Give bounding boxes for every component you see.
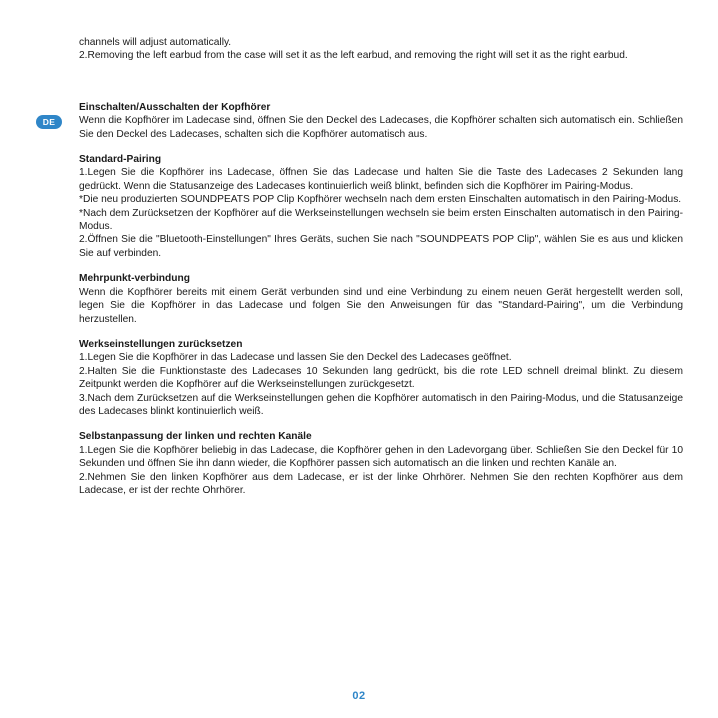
section-channel-adjust (79, 430, 683, 497)
section-paragraph: Wenn die Kopfhörer im Ladecase sind, öffnen Sie den Deckel des Ladecases, die Kopfhörer schalten sich automatisch ein. Schließen Sie den Deckel des Ladecases, schalten sich die Kopfhörer automatisch aus. (79, 115, 683, 140)
section-title: Standard-Pairing (79, 154, 162, 166)
section-paragraph: 1.Legen Sie die Kopfhörer ins Ladecase, öffnen Sie das Ladecase und halten Sie die Taste des Ladecases 2 Sekunden lang gedrückt. Wenn die Statusanzeige des Ladecases kontinuierlich weiß blinkt, befinden sich die Kopfhörer im Pairing-Modus. (79, 167, 683, 192)
section-standard-pairing (79, 153, 683, 260)
section-title: Einschalten/Ausschalten der Kopfhörer (79, 101, 271, 113)
section-paragraph: 2.Öffnen Sie die "Bluetooth-Einstellungen" Ihres Geräts, suchen Sie nach "SOUNDPEATS POP Clip", wählen Sie es aus und klicken Sie auf verbinden. (79, 234, 683, 259)
section-title: Werkseinstellungen zurücksetzen (79, 338, 243, 350)
section-paragraph: 1.Legen Sie die Kopfhörer beliebig in das Ladecase, die Kopfhörer gehen in den Ladevorgang über. Schließen Sie den Deckel für 10 Sekunden und öffnen Sie ihn dann wieder, die Kopfhörer passen sich automatisch an die linken und rechten Kanäle an. (79, 444, 683, 470)
section-paragraph: *Nach dem Zurücksetzen der Kopfhörer auf die Werkseinstellungen wechseln sie beim ersten Einschalten automatisch in den Pairing-Modus. (79, 207, 683, 233)
section-paragraph: 2.Halten Sie die Funktionstaste des Ladecases 10 Sekunden lang gedrückt, bis die rote LED schnell dreimal blinkt. Zu diesem Zeitpunkt werden die Kopfhörer auf die Werkseinstellungen zurückgesetzt. (79, 365, 683, 391)
section-paragraph: 1.Legen Sie die Kopfhörer in das Ladecase und lassen Sie den Deckel des Ladecases geöffnet. (79, 352, 512, 364)
section-paragraph: 3.Nach dem Zurücksetzen auf die Werkseinstellungen gehen die Kopfhörer automatisch in den Pairing-Modus, und die Statusanzeige des Ladecases blinkt kontinuierlich weiß. (79, 392, 683, 417)
section-paragraph: 2.Nehmen Sie den linken Kopfhörer aus dem Ladecase, er ist der linke Ohrhörer. Nehmen Sie den rechten Kopfhörer aus dem Ladecase, er ist der rechte Ohrhörer. (79, 471, 683, 496)
section-paragraph: Wenn die Kopfhörer bereits mit einem Gerät verbunden sind und eine Verbindung zu einem neuen Gerät hergestellt werden soll, legen Sie die Kopfhörer in das Ladecase und folgen Sie den Anweisungen für das "Standard-Pairing", um die Verbindung herzustellen. (79, 286, 683, 325)
language-badge: DE (36, 115, 62, 129)
intro-line: channels will adjust automatically. (79, 37, 232, 48)
page-number: 02 (352, 690, 366, 702)
page-content (79, 36, 683, 497)
section-title: Selbstanpassung der linken und rechten Kanäle (79, 431, 312, 443)
section-factory-reset (79, 338, 683, 418)
section-multipoint (79, 272, 683, 326)
section-paragraph: *Die neu produzierten SOUNDPEATS POP Clip Kopfhörer wechseln nach dem ersten Einschalten automatisch in den Pairing-Modus. (79, 194, 682, 206)
section-title: Mehrpunkt-verbindung (79, 273, 190, 285)
intro-line: 2.Removing the left earbud from the case will set it as the left earbud, and removing the right will set it as the right earbud. (79, 50, 628, 62)
section-power (79, 101, 683, 141)
